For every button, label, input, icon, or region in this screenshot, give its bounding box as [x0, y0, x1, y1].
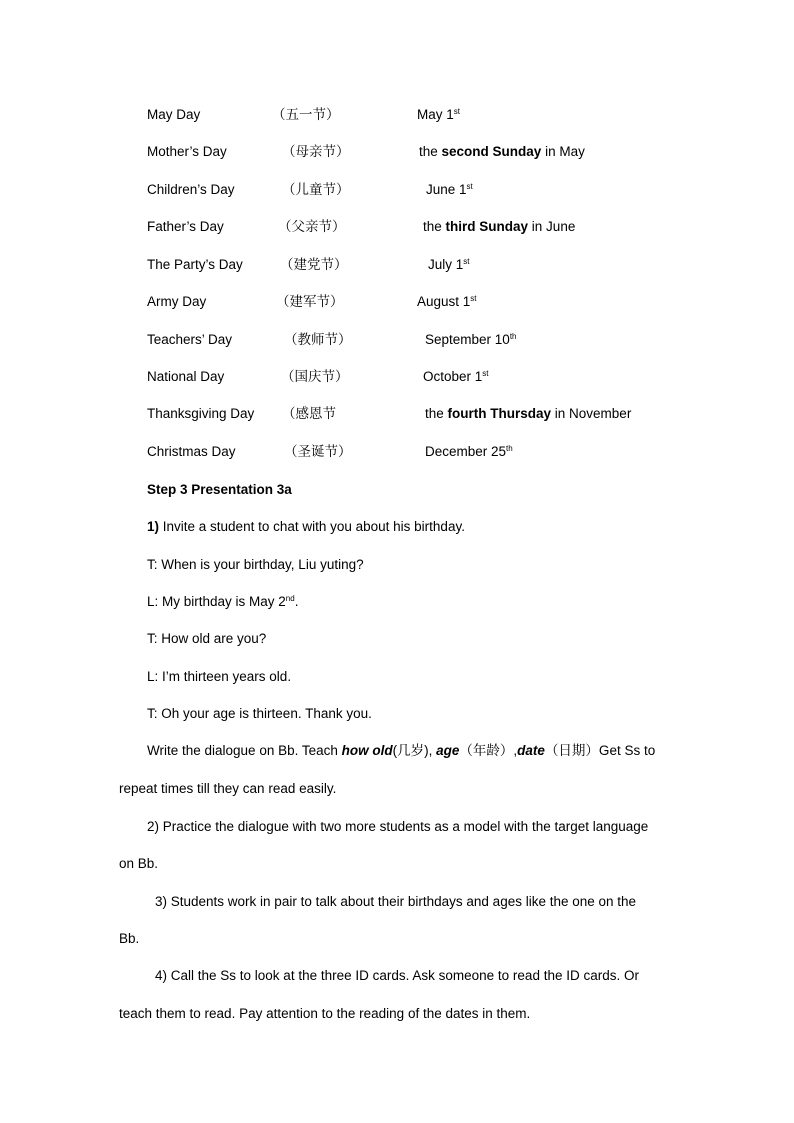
- holiday-date: the second Sunday in May: [419, 144, 585, 159]
- dialogue-l1: L: My birthday is May 2nd.: [147, 594, 299, 609]
- holiday-name: Army Day: [147, 294, 207, 309]
- dialogue-l2: L: I’m thirteen years old.: [147, 669, 292, 684]
- paragraph-4-line2: teach them to read. Pay attention to the reading of the dates in them.: [119, 1006, 531, 1021]
- holiday-chinese-name: （儿童节）: [282, 182, 350, 197]
- dialogue-t1: T: When is your birthday, Liu yuting?: [147, 557, 364, 572]
- item-1: 1) Invite a student to chat with you about his birthday.: [147, 519, 465, 534]
- holiday-chinese-name: （建党节）: [280, 257, 348, 272]
- holiday-name: Thanksgiving Day: [147, 406, 255, 421]
- holiday-date: June 1st: [426, 182, 473, 197]
- paragraph-3-line1: 3) Students work in pair to talk about their birthdays and ages like the one on the: [155, 894, 637, 909]
- holiday-chinese-name: （国庆节）: [281, 369, 349, 384]
- holiday-date: July 1st: [428, 257, 470, 272]
- step-heading: Step 3 Presentation 3a: [147, 482, 292, 497]
- holiday-name: National Day: [147, 369, 225, 384]
- holiday-chinese-name: （母亲节）: [282, 144, 350, 159]
- holiday-name: Mother’s Day: [147, 144, 227, 159]
- dialogue-t3: T: Oh your age is thirteen. Thank you.: [147, 706, 372, 721]
- holiday-date: December 25th: [425, 444, 513, 459]
- holiday-name: The Party’s Day: [147, 257, 243, 272]
- paragraph-4-line1: 4) Call the Ss to look at the three ID cards. Ask someone to read the ID cards. Or: [155, 968, 639, 983]
- holiday-name: Christmas Day: [147, 444, 236, 459]
- holiday-name: May Day: [147, 107, 201, 122]
- holiday-chinese-name: （父亲节）: [278, 219, 346, 234]
- holiday-chinese-name: （圣诞节）: [284, 444, 352, 459]
- holiday-date: October 1st: [423, 369, 489, 384]
- holiday-name: Father’s Day: [147, 219, 224, 234]
- holiday-date: the third Sunday in June: [423, 219, 576, 234]
- paragraph-3-line2: Bb.: [119, 931, 140, 946]
- holiday-date: the fourth Thursday in November: [425, 406, 632, 421]
- holiday-date: August 1st: [417, 294, 477, 309]
- holiday-chinese-name: （建军节）: [276, 294, 344, 309]
- holiday-chinese-name: （教师节）: [284, 332, 352, 347]
- paragraph-2-line2: on Bb.: [119, 856, 159, 871]
- write-paragraph-line2: repeat times till they can read easily.: [119, 781, 337, 796]
- holiday-chinese-name: （五一节）: [272, 107, 340, 122]
- write-paragraph-line1: Write the dialogue on Bb. Teach how old(几岁), age（年龄）,date（日期）Get Ss to: [147, 743, 656, 758]
- holiday-date: September 10th: [425, 332, 517, 347]
- paragraph-2-line1: 2) Practice the dialogue with two more students as a model with the target language: [147, 819, 649, 834]
- holiday-name: Teachers’ Day: [147, 332, 233, 347]
- dialogue-t2: T: How old are you?: [147, 631, 267, 646]
- holiday-date: May 1st: [417, 107, 460, 122]
- holiday-name: Children’s Day: [147, 182, 235, 197]
- holiday-chinese-name: （感恩节: [282, 406, 336, 421]
